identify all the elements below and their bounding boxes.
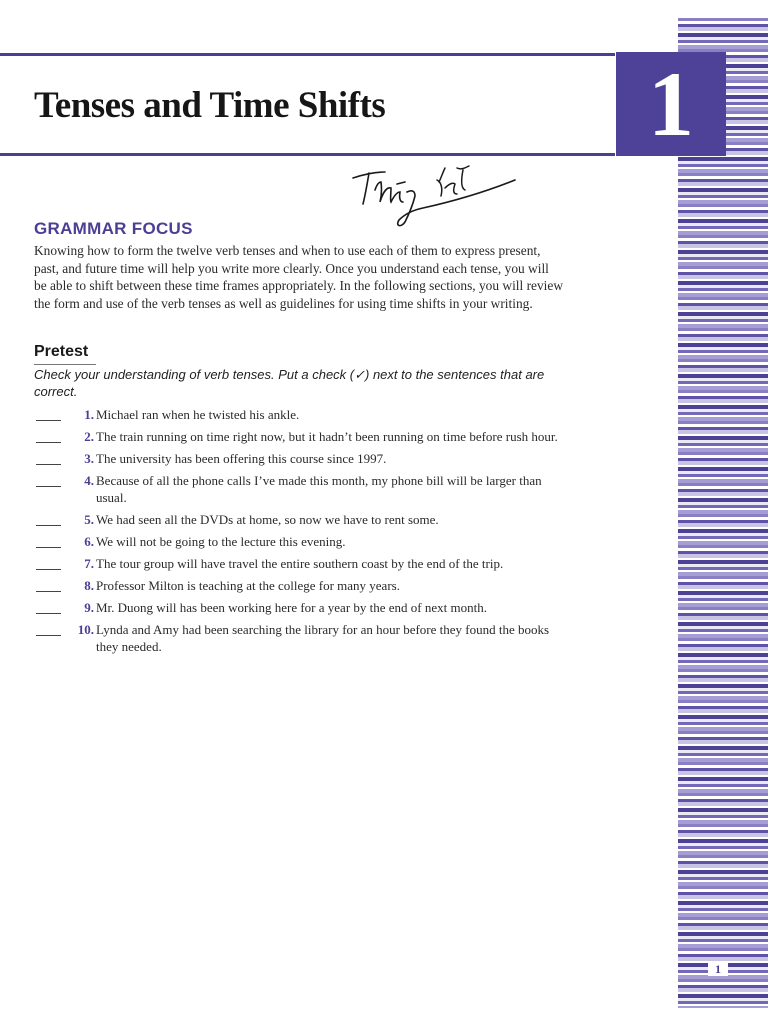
answer-blank[interactable] (36, 547, 61, 548)
pretest-question (34, 450, 574, 467)
decorative-stripe-band (678, 18, 768, 1008)
answer-blank[interactable] (36, 591, 61, 592)
question-number: 8. (84, 578, 94, 593)
question-number: 5. (84, 512, 94, 527)
question-number: 7. (84, 556, 94, 571)
pretest-heading: Pretest (34, 343, 89, 360)
question-text: Michael ran when he twisted his ankle. (96, 407, 300, 422)
pretest-question (34, 599, 574, 616)
pretest-question (34, 511, 574, 528)
pretest-question (34, 555, 574, 572)
answer-blank[interactable] (36, 442, 61, 443)
question-number: 1. (84, 407, 94, 422)
question-text: The university has been offering this course since 1997. (96, 451, 387, 466)
question-text: Because of all the phone calls I’ve made this month, my phone bill will be larger than usual. (96, 473, 542, 505)
question-text: Mr. Duong will has been working here for a year by the end of next month. (96, 600, 487, 615)
question-text: We will not be going to the lecture this evening. (96, 534, 346, 549)
question-text: Lynda and Amy had been searching the library for an hour before they found the books they needed. (96, 622, 550, 654)
question-number: 10. (77, 622, 94, 637)
answer-blank[interactable] (36, 486, 61, 487)
answer-blank[interactable] (36, 613, 61, 614)
question-number: 9. (84, 600, 94, 615)
question-number: 4. (84, 473, 94, 488)
answer-blank[interactable] (36, 569, 61, 570)
question-number: 3. (84, 451, 94, 466)
handwritten-signature (345, 160, 525, 230)
answer-blank[interactable] (36, 635, 61, 636)
question-text: The train running on time right now, but it hadn’t been running on time before rush hour. (96, 429, 558, 444)
pretest-underline (34, 364, 96, 365)
pretest-question (34, 472, 574, 506)
question-text: Professor Milton is teaching at the college for many years. (96, 578, 400, 593)
answer-blank[interactable] (36, 464, 61, 465)
pretest-question (34, 428, 574, 445)
question-text: The tour group will have travel the entire southern coast by the end of the trip. (96, 556, 504, 571)
answer-blank[interactable] (36, 420, 61, 421)
chapter-number: 1 (648, 53, 694, 155)
grammar-focus-paragraph: Knowing how to form the twelve verb tenses and when to use each of them to express present, past, and future time will help you write more clearly. Once you understand each tense, you will be able to shift between these time frames appropriately. In the following sections, you will review the form and use of the verb tenses as well as guidelines for using time shifts in your writing. (34, 243, 564, 311)
chapter-number-box (616, 52, 726, 156)
pretest-question-list (34, 406, 574, 660)
question-text: We had seen all the DVDs at home, so now we have to rent some. (96, 512, 439, 527)
pretest-question (34, 406, 574, 423)
question-number: 6. (84, 534, 94, 549)
header-rule-top (0, 53, 615, 56)
chapter-title: Tenses and Time Shifts (34, 85, 386, 126)
page-number: 1 (708, 962, 728, 976)
pretest-question (34, 533, 574, 550)
pretest-question (34, 621, 574, 655)
question-number: 2. (84, 429, 94, 444)
header-rule-bottom (0, 153, 615, 156)
answer-blank[interactable] (36, 525, 61, 526)
grammar-focus-heading: GRAMMAR FOCUS (34, 219, 193, 238)
pretest-question (34, 577, 574, 594)
pretest-instructions: Check your understanding of verb tenses. Put a check (✓) next to the sentences that are correct. (34, 367, 545, 399)
